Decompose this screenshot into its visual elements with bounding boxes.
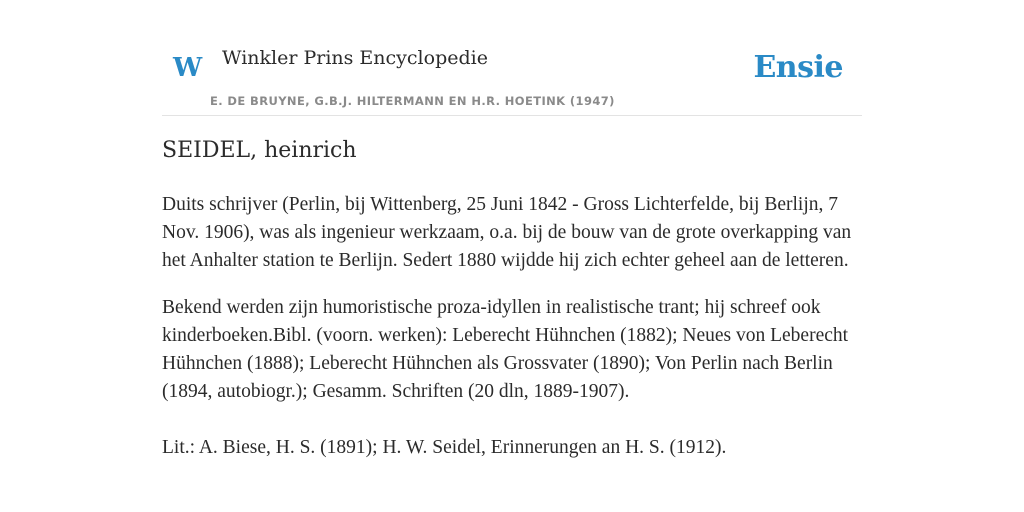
page-header [162, 40, 862, 116]
article-paragraph: Bekend werden zijn humoristische proza-idyllen in realistische trant; hij schreef ook kinderboeken.Bibl. (voorn. werken): Leberecht Hühnchen (1882); Neues von Leberecht Hühnchen (1888); Leberecht Hühnchen als Grossvater (1890); Von Perlin nach Berlin (1894, autobiogr.); Gesamm. Schriften (20 dln, 1889-1907). [162, 297, 849, 402]
source-authors: E. DE BRUYNE, G.B.J. HILTERMANN EN H.R. HOETINK (1947) [210, 94, 615, 108]
entry-title: SEIDEL, heinrich [162, 138, 357, 163]
article-body [162, 138, 862, 462]
winkler-prins-logo-icon[interactable]: W [173, 53, 203, 83]
source-title[interactable]: Winkler Prins Encyclopedie [222, 47, 488, 69]
article-paragraph: Lit.: A. Biese, H. S. (1891); H. W. Seidel, Erinnerungen an H. S. (1912). [162, 437, 727, 458]
ensie-logo[interactable]: Ensie [753, 50, 843, 85]
article-paragraph: Duits schrijver (Perlin, bij Wittenberg, 25 Juni 1842 - Gross Lichterfelde, bij Berlijn, 7 Nov. 1906), was als ingenieur werkzaam, o.a. bij de bouw van de grote overkapping van het Anhalter station te Berlijn. Sedert 1880 wijdde hij zich echter geheel aan de letteren. [162, 194, 852, 271]
